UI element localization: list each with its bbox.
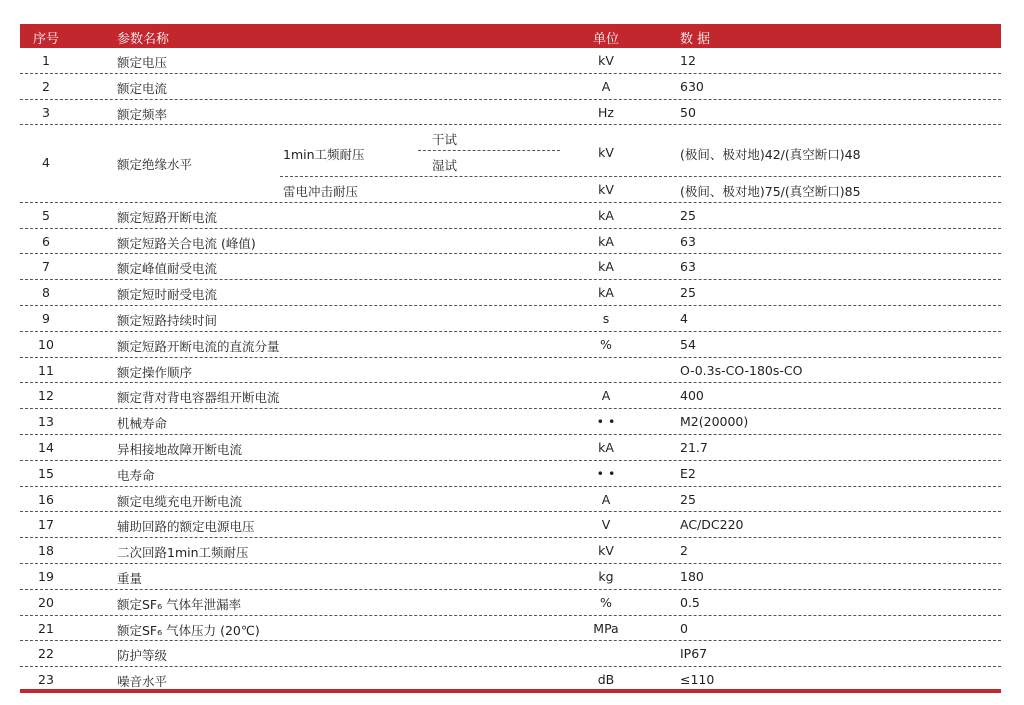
row-no: 20 — [38, 594, 54, 610]
row-unit: kV — [598, 543, 614, 559]
row-no: 17 — [38, 517, 54, 533]
table-row — [20, 641, 1001, 667]
table-row — [20, 254, 1001, 280]
header-name: 参数名称 — [117, 32, 170, 47]
table-row — [20, 512, 1001, 538]
row-name: 异相接地故障开断电流 — [117, 441, 243, 457]
row-value: M2(20000) — [680, 414, 749, 430]
row-no: 8 — [42, 285, 50, 301]
row-name: 额定操作顺序 — [117, 364, 193, 380]
row-name: 额定绝缘水平 — [117, 157, 193, 173]
row-no: 22 — [38, 646, 54, 662]
table-row — [20, 48, 1001, 74]
row-value: 0.5 — [680, 594, 700, 610]
bottom-rule — [20, 689, 1001, 693]
row-unit: dB — [597, 672, 615, 688]
row-unit: % — [600, 594, 612, 610]
row-unit: A — [601, 491, 611, 507]
parameter-table — [20, 24, 1001, 693]
row-value: 50 — [680, 104, 696, 120]
table-row — [20, 358, 1001, 384]
table-row — [20, 306, 1001, 332]
dry-test-label: 干试 — [432, 132, 458, 148]
row-no: 3 — [42, 104, 50, 120]
header-no: 序号 — [32, 32, 59, 47]
sub-divider — [280, 176, 1001, 177]
table-row — [20, 203, 1001, 229]
row-name: 二次回路1min工频耐压 — [117, 545, 249, 561]
table-header — [20, 24, 1001, 48]
row-no: 13 — [38, 414, 54, 430]
row-name: 辅助回路的额定电源电压 — [117, 519, 255, 535]
row-value: 4 — [680, 310, 688, 326]
row-value: 2 — [680, 543, 688, 559]
row-unit: s — [602, 310, 610, 326]
row-value: E2 — [680, 465, 696, 481]
row-name: 额定电缆充电开断电流 — [117, 493, 243, 509]
row-no: 5 — [42, 207, 50, 223]
power-freq-label: 1min工频耐压 — [283, 147, 365, 163]
row-name: 额定SF₆ 气体年泄漏率 — [117, 596, 242, 612]
row-no: 18 — [38, 543, 54, 559]
row-name: 额定频率 — [117, 106, 168, 122]
row-unit: • • — [596, 414, 616, 430]
row-name: 额定峰值耐受电流 — [117, 261, 218, 277]
row-value: 21.7 — [680, 439, 708, 455]
row-name: 额定短路开断电流 — [117, 209, 218, 225]
table-row — [20, 435, 1001, 461]
row-value: 25 — [680, 491, 696, 507]
row-no: 4 — [42, 155, 50, 171]
table-row — [20, 487, 1001, 513]
row-unit: kA — [598, 285, 614, 301]
row-unit: kg — [598, 568, 614, 584]
row-name: 防护等级 — [117, 648, 168, 664]
table-row — [20, 383, 1001, 409]
row-unit: A — [601, 78, 611, 94]
row-no: 6 — [42, 233, 50, 249]
table-row — [20, 538, 1001, 564]
row-value: 25 — [680, 285, 696, 301]
row-name: 机械寿命 — [117, 416, 168, 432]
row-no: 15 — [38, 465, 54, 481]
sub-divider — [418, 150, 560, 151]
header-value: 数 据 — [680, 32, 711, 47]
table-row — [20, 564, 1001, 590]
row-value: 0 — [680, 620, 688, 636]
table-row — [20, 332, 1001, 358]
row-name: 噪音水平 — [117, 674, 168, 690]
row-unit: kV — [598, 145, 614, 161]
row-no: 11 — [38, 362, 54, 378]
row-value: 630 — [680, 78, 704, 94]
row-no: 9 — [42, 310, 50, 326]
table-row — [20, 229, 1001, 255]
row-unit: kA — [598, 207, 614, 223]
row-no: 10 — [38, 336, 54, 352]
table-row — [20, 590, 1001, 616]
row-value: 12 — [680, 53, 696, 68]
row-no: 19 — [38, 568, 54, 584]
row-unit: kV — [598, 182, 614, 198]
row-value: IP67 — [680, 646, 708, 662]
row-name: 额定短路持续时间 — [117, 312, 218, 328]
row-no: 23 — [38, 672, 54, 688]
row-name: 额定短路开断电流的直流分量 — [117, 338, 280, 354]
table-row — [20, 100, 1001, 126]
row-name: 重量 — [117, 570, 143, 586]
row-value: O-0.3s-CO-180s-CO — [680, 362, 803, 378]
table-row — [20, 74, 1001, 100]
row-unit: A — [601, 388, 611, 404]
row-value: (极间、极对地)42/(真空断口)48 — [680, 147, 861, 163]
row-no: 12 — [38, 388, 54, 404]
row-name: 额定背对背电容器组开断电流 — [117, 390, 280, 406]
row-value: (极间、极对地)75/(真空断口)85 — [680, 184, 861, 200]
row-unit: • • — [596, 465, 616, 481]
table-row — [20, 616, 1001, 642]
row-value: 25 — [680, 207, 696, 223]
row-unit: kV — [598, 53, 614, 68]
row-name: 电寿命 — [117, 467, 155, 483]
table-row — [20, 409, 1001, 435]
row-unit: MPa — [593, 620, 619, 636]
row-value: 63 — [680, 259, 696, 275]
row-name: 额定电压 — [117, 55, 168, 70]
wet-test-label: 湿试 — [432, 158, 458, 174]
row-no: 14 — [38, 439, 54, 455]
row-no: 21 — [38, 620, 54, 636]
row-no: 7 — [42, 259, 50, 275]
row-name: 额定短时耐受电流 — [117, 287, 218, 303]
table-row — [20, 280, 1001, 306]
row-value: 54 — [680, 336, 696, 352]
row-no: 16 — [38, 491, 54, 507]
row-unit: Hz — [598, 104, 614, 120]
row-name: 额定SF₆ 气体压力 (20℃) — [117, 622, 260, 638]
table-row-insulation — [20, 125, 1001, 202]
row-no: 1 — [42, 53, 50, 68]
row-no: 2 — [42, 78, 50, 94]
row-unit: kA — [598, 439, 614, 455]
row-value: ≤110 — [680, 672, 715, 688]
row-unit: kA — [598, 233, 614, 249]
table-row — [20, 461, 1001, 487]
row-name: 额定电流 — [117, 80, 168, 96]
header-unit: 单位 — [592, 32, 619, 47]
row-unit: V — [601, 517, 611, 533]
row-unit: % — [600, 336, 612, 352]
row-value: AC/DC220 — [680, 517, 744, 533]
row-value: 400 — [680, 388, 704, 404]
row-value: 180 — [680, 568, 704, 584]
lightning-label: 雷电冲击耐压 — [283, 184, 359, 200]
row-unit: kA — [598, 259, 614, 275]
row-value: 63 — [680, 233, 696, 249]
row-name: 额定短路关合电流 (峰值) — [117, 235, 256, 251]
